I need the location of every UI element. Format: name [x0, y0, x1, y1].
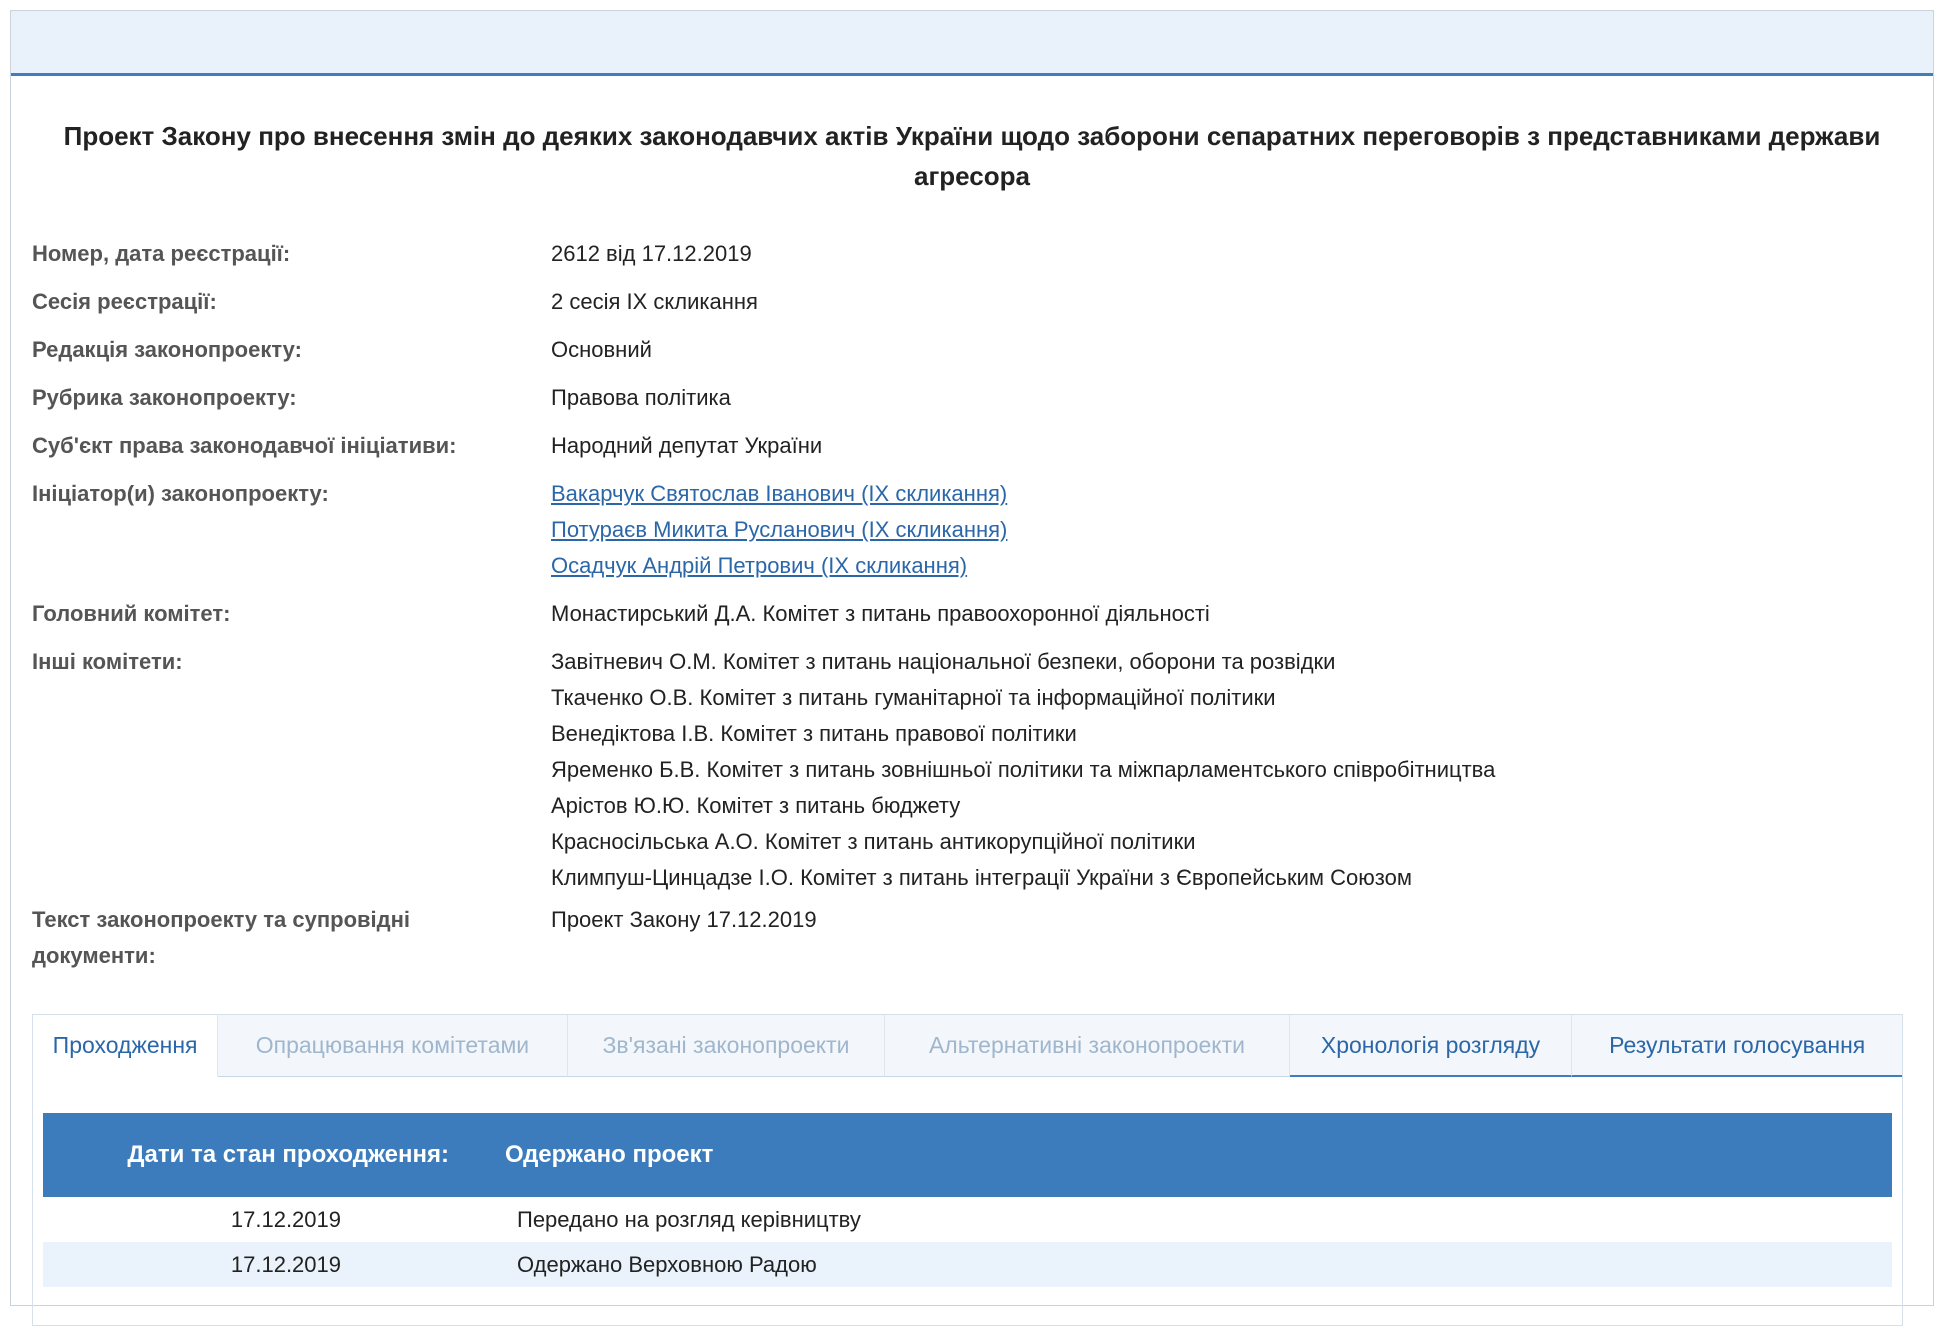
tab-voting-results[interactable]: Результати голосування [1572, 1015, 1902, 1077]
info-row-main-committee [11, 590, 1933, 638]
committee-item: Венедіктова І.В. Комітет з питань правової політики [551, 721, 1077, 746]
tab-alternative-bills: Альтернативні законопроекти [885, 1015, 1289, 1077]
documents-label-line: документи: [32, 943, 156, 968]
other-committees-label: Інші комітети: [32, 649, 183, 674]
edition-label: Редакція законопроекту: [32, 337, 302, 362]
info-row-session [11, 278, 1933, 326]
subject-value: Народний депутат України [551, 433, 823, 458]
top-banner [11, 11, 1933, 76]
rubric-value: Правова політика [551, 385, 731, 410]
status-row [43, 1197, 1892, 1242]
tab-bar [33, 1015, 1902, 1077]
info-row-edition [11, 326, 1933, 374]
initiators-label: Ініціатор(и) законопроекту: [32, 481, 329, 506]
documents-label [11, 902, 551, 974]
committee-item: Арістов Ю.Ю. Комітет з питань бюджету [551, 793, 961, 818]
committee-item: Климпуш-Цинцадзе І.О. Комітет з питань інтеграції України з Європейським Союзом [551, 865, 1412, 890]
info-row-subject [11, 422, 1933, 470]
info-row-other-committees [11, 644, 1933, 896]
committee-item: Ткаченко О.В. Комітет з питань гуманітарної та інформаційної політики [551, 685, 1276, 710]
status-header-label: Дати та стан проходження: [127, 1141, 449, 1168]
registration-label: Номер, дата реєстрації: [32, 241, 291, 266]
session-label: Сесія реєстрації: [32, 289, 217, 314]
main-committee-label: Головний комітет: [32, 601, 231, 626]
other-committees-list [551, 644, 1933, 896]
initiator-link[interactable]: Вакарчук Святослав Іванович (IX скликання) [551, 481, 1008, 506]
info-row-registration [11, 230, 1933, 278]
documents-value: Проект Закону 17.12.2019 [551, 907, 817, 932]
subject-label: Суб'єкт права законодавчої ініціативи: [32, 433, 457, 458]
status-date: 17.12.2019 [230, 1206, 341, 1232]
rubric-label: Рубрика законопроекту: [32, 385, 297, 410]
bill-info [11, 230, 1933, 974]
status-row [43, 1242, 1892, 1287]
status-text: Передано на розгляд керівництву [517, 1206, 861, 1232]
committee-item: Яременко Б.В. Комітет з питань зовнішньої політики та міжпарламентського співробітництва [551, 757, 1496, 782]
tab-related-bills: Зв'язані законопроекти [568, 1015, 886, 1077]
page-frame [10, 10, 1934, 1306]
status-text: Одержано Верховною Радою [517, 1251, 817, 1277]
tab-chronology[interactable]: Хронологія розгляду [1290, 1015, 1573, 1077]
tab-committee-processing: Опрацювання комітетами [218, 1015, 568, 1077]
edition-value: Основний [551, 337, 652, 362]
status-table-header [43, 1113, 1892, 1197]
main-committee-value: Монастирський Д.А. Комітет з питань правоохоронної діяльності [551, 601, 1210, 626]
status-date: 17.12.2019 [230, 1251, 341, 1277]
tabs-panel [32, 1014, 1903, 1326]
committee-item: Красносільська А.О. Комітет з питань антикорупційної політики [551, 829, 1196, 854]
status-table [43, 1113, 1892, 1287]
initiator-link[interactable]: Потураєв Микита Русланович (IX скликання) [551, 517, 1008, 542]
committee-item: Завітневич О.М. Комітет з питань національної безпеки, оборони та розвідки [551, 649, 1336, 674]
initiators-list [551, 476, 1933, 584]
info-row-initiators [11, 476, 1933, 584]
session-value: 2 сесія IX скликання [551, 289, 758, 314]
registration-value: 2612 від 17.12.2019 [551, 241, 752, 266]
page-title: Проект Закону про внесення змін до деяких законодавчих актів України щодо заборони сепаратних переговорів з представниками держави агресора [63, 121, 1881, 191]
tab-progress[interactable]: Проходження [33, 1015, 218, 1077]
info-row-rubric [11, 374, 1933, 422]
status-header-current: Одержано проект [505, 1141, 714, 1168]
initiator-link[interactable]: Осадчук Андрій Петрович (IX скликання) [551, 553, 968, 578]
info-row-documents [11, 902, 1933, 974]
documents-label-line: Текст законопроекту та супровідні [32, 907, 411, 932]
